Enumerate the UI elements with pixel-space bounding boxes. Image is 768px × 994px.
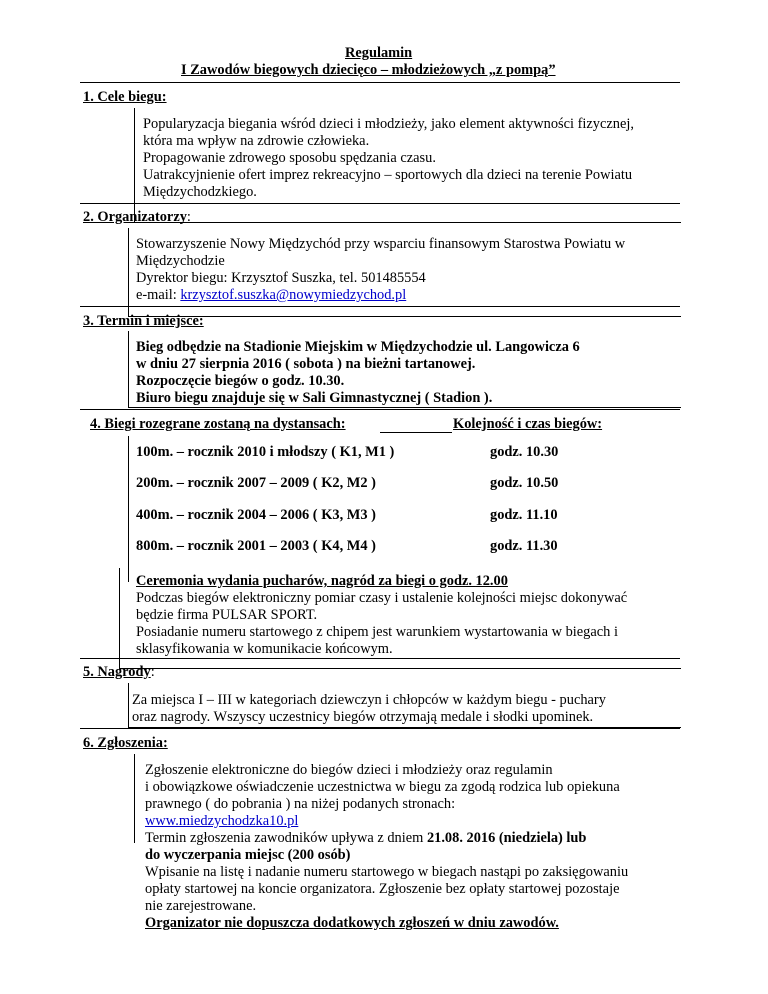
text-line: Posiadanie numeru startowego z chipem jest warunkiem wystartowania w biegach i <box>136 624 618 640</box>
text-line: Propagowanie zdrowego sposobu spędzania czasu. <box>143 150 436 166</box>
text-line: opłaty startowej na koncie organizatora. Zgłoszenie bez opłaty startowej pozostaje <box>145 881 620 897</box>
text-line: będzie firma PULSAR SPORT. <box>136 607 318 623</box>
website-link[interactable]: www.miedzychodzka10.pl <box>145 813 299 829</box>
text-line: Stowarzyszenie Nowy Międzychód przy wsparciu finansowym Starostwa Powiatu w <box>136 236 626 252</box>
race-distance: 800m. – rocznik 2001 – 2003 ( K4, M4 ) <box>136 538 376 554</box>
text-line: sklasyfikowania w komunikacie końcowym. <box>136 641 393 657</box>
section-divider <box>80 82 680 83</box>
text-line: Rozpoczęcie biegów o godz. 10.30. <box>136 373 345 389</box>
text-line: Zgłoszenie elektroniczne do biegów dzieci i młodzieży oraz regulamin <box>145 762 553 778</box>
section-divider <box>80 728 680 729</box>
section-divider <box>80 658 680 659</box>
section-heading-termin: 3. Termin i miejsce: <box>83 313 204 329</box>
section-heading-kolejnosc: Kolejność i czas biegów: <box>453 416 603 432</box>
text-line: która ma wpływ na zdrowie człowieka. <box>143 133 370 149</box>
text-line: prawnego ( do pobrania ) na niżej podanych stronach: <box>145 796 456 812</box>
section-heading-organizatorzy: 2. Organizatorzy: <box>83 209 191 225</box>
race-distance: 400m. – rocznik 2004 – 2006 ( K3, M3 ) <box>136 507 376 523</box>
final-note: Organizator nie dopuszcza dodatkowych zgłoszeń w dniu zawodów. <box>145 915 559 931</box>
text-line: w dniu 27 sierpnia 2016 ( sobota ) na bieżni tartanowej. <box>136 356 476 372</box>
heading-underline-gap <box>380 432 452 433</box>
text-line: Uatrakcyjnienie ofert imprez rekreacyjno – sportowych dla dzieci na terenie Powiatu <box>143 167 633 183</box>
section-heading-nagrody: 5. Nagrody: <box>83 664 155 680</box>
race-distance: 100m. – rocznik 2010 i młodszy ( K1, M1 ) <box>136 444 395 460</box>
race-time: godz. 11.10 <box>490 507 558 523</box>
text-line: nie zarejestrowane. <box>145 898 257 914</box>
text-line: Podczas biegów elektroniczny pomiar czasy i ustalenie kolejności miejsc dokonywać <box>136 590 628 606</box>
deadline-line-2: do wyczerpania miejsc (200 osób) <box>145 847 351 863</box>
section-heading-zgloszenia: 6. Zgłoszenia: <box>83 735 168 751</box>
text-line: Dyrektor biegu: Krzysztof Suszka, tel. 501485554 <box>136 270 426 286</box>
deadline-line: Termin zgłoszenia zawodników upływa z dniem 21.08. 2016 (niedziela) lub <box>145 830 587 846</box>
race-time: godz. 10.30 <box>490 444 559 460</box>
text-line: Bieg odbędzie na Stadionie Miejskim w Międzychodzie ul. Langowicza 6 <box>136 339 580 355</box>
website-line <box>145 813 298 830</box>
text-line: Biuro biegu znajduje się w Sali Gimnastycznej ( Stadion ). <box>136 390 493 406</box>
section-divider <box>80 306 680 307</box>
text-line: Popularyzacja biegania wśród dzieci i młodzieży, jako element aktywności fizycznej, <box>143 116 634 132</box>
race-time: godz. 11.30 <box>490 538 558 554</box>
section-heading-cele: 1. Cele biegu: <box>83 89 167 105</box>
contact-email-line: e-mail: krzysztof.suszka@nowymiedzychod.pl <box>136 287 407 303</box>
section-heading-dystanse: 4. Biegi rozegrane zostaną na dystansach: <box>90 416 346 432</box>
text-line: Za miejsca I – III w kategoriach dziewczyn i chłopców w każdym biegu - puchary <box>132 692 606 708</box>
page-title: Regulamin <box>345 45 413 61</box>
race-time: godz. 10.50 <box>490 475 559 491</box>
text-line: Międzychodzkiego. <box>143 184 257 200</box>
ceremony-line: Ceremonia wydania pucharów, nagród za biegi o godz. 12.00 <box>136 573 508 589</box>
page-subtitle: I Zawodów biegowych dziecięco – młodzieżowych „z pompą” <box>181 62 556 78</box>
section-divider <box>80 409 680 410</box>
text-line: Międzychodzie <box>136 253 225 269</box>
text-line: i obowiązkowe oświadczenie uczestnictwa w biegu za zgodą rodzica lub opiekuna <box>145 779 620 795</box>
race-distance: 200m. – rocznik 2007 – 2009 ( K2, M2 ) <box>136 475 376 491</box>
text-line: oraz nagrody. Wszyscy uczestnicy biegów otrzymają medale i słodki upominek. <box>132 709 594 725</box>
text-line: Wpisanie na listę i nadanie numeru startowego w biegach nastąpi po zaksięgowaniu <box>145 864 629 880</box>
section-divider <box>80 203 680 204</box>
email-link[interactable]: krzysztof.suszka@nowymiedzychod.pl <box>180 287 407 303</box>
